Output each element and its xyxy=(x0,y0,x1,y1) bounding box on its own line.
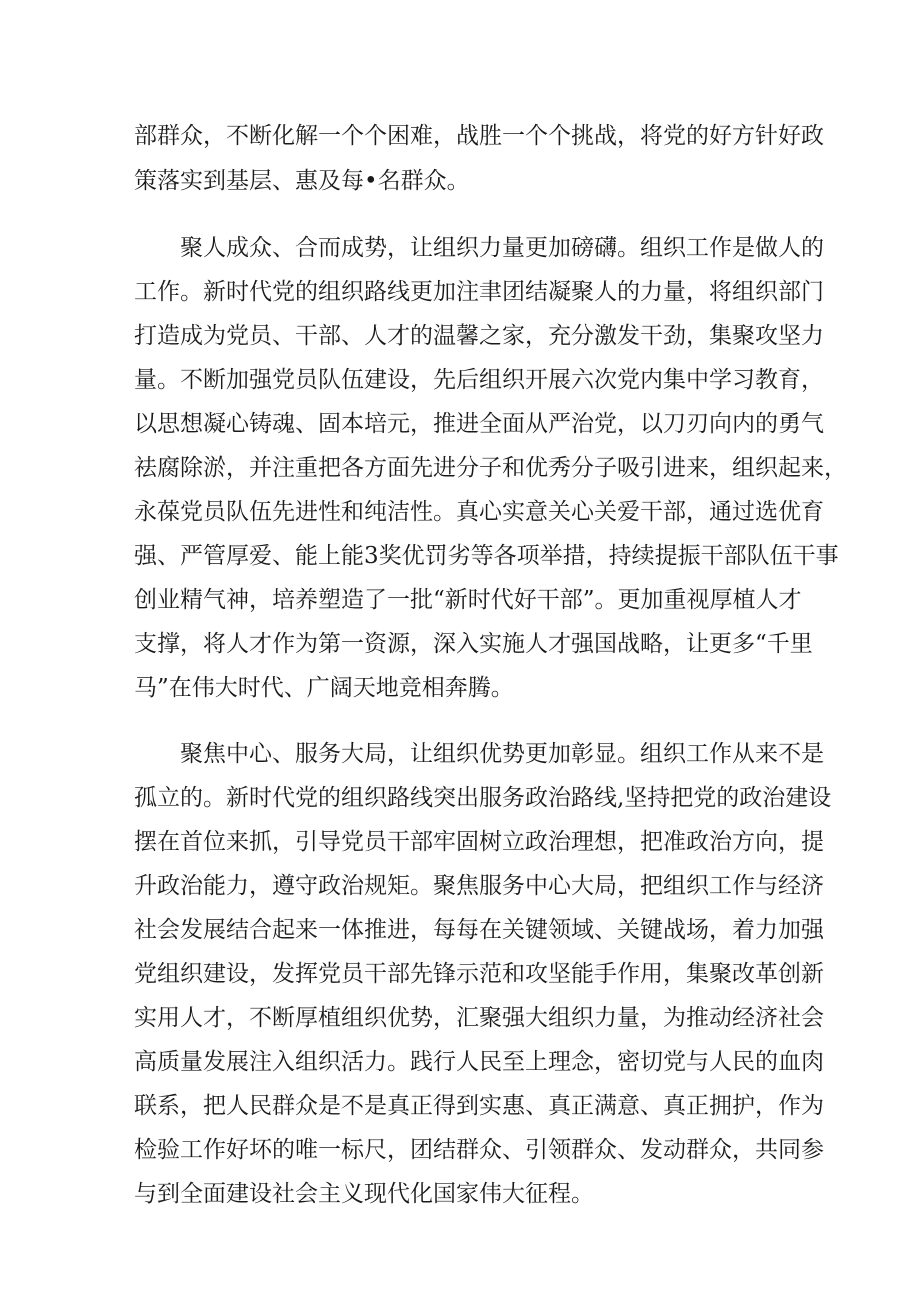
text-line: 实用人才，不断厚植组织优势，汇聚强大组织力量，为推动经济社会 xyxy=(134,1005,824,1031)
text-line: 支撑，将人才作为第一资源，深入实施人才强国战略，让更多“千里 xyxy=(134,631,813,657)
text-line: 部群众，不断化解一个个困难，战胜一个个挑战，将党的好方针好政 xyxy=(134,123,824,149)
text-line: 工作。新时代党的组织路线更加注聿团结凝聚人的力量，将组织部门 xyxy=(134,279,824,305)
text-line: 社会发展结合起来一体推进，每每在关键领域、关键战场，着力加强 xyxy=(134,917,824,943)
text-line: 祛腐除淤，并注重把各方面先进分子和优秀分子吸引进来，组织起来， xyxy=(134,455,847,481)
text-line: 创业精气神，培养塑造了一批“新时代好干部”。更加重视厚植人才 xyxy=(134,587,802,613)
text-line: 升政治能力，遵守政治规矩。聚焦服务中心大局，把组织工作与经济 xyxy=(134,873,824,899)
paragraph-first-line: 聚焦中心、服务大局，让组织优势更加彰显。组织工作从来不是 xyxy=(180,741,824,767)
text-line: 策落实到基层、惠及每•名群众。 xyxy=(134,168,470,194)
text-line: 打造成为党员、干部、人才的温馨之家，充分激发干劲，集聚攻坚力 xyxy=(134,323,824,349)
text-line: 马”在伟大时代、广阔天地竞相奔腾。 xyxy=(134,675,514,701)
text-line: 量。不断加强党员队伍建设，先后组织开展六次党内集中学习教育， xyxy=(134,367,824,393)
text-line: 与到全面建设社会主义现代化国家伟大征程。 xyxy=(134,1181,594,1207)
text-line: 联系，把人民群众是不是真正得到实惠、真正满意、真正拥护，作为 xyxy=(134,1093,824,1119)
text-line: 以思想凝心铸魂、固本培元，推进全面从严治党，以刀刃向内的勇气 xyxy=(134,411,824,437)
text-line: 党组织建设，发挥党员干部先锋示范和攻坚能手作用，集聚改革创新 xyxy=(134,961,824,987)
text-line: 检验工作好坏的唯一标尺，团结群众、引领群众、发动群众，共同参 xyxy=(134,1137,824,1163)
text-line: 永葆党员队伍先进性和纯洁性。真心实意关心关爱干部，通过选优育 xyxy=(134,499,824,525)
text-line: 摆在首位来抓，引导党员干部牢固树立政治理想，把准政治方向，提 xyxy=(134,829,824,855)
text-line: 孤立的。新时代党的组织路线突出服务政治路线,坚持把党的政治建设 xyxy=(134,785,832,811)
text-line: 高质量发展注入组织活力。践行人民至上理念，密切党与人民的血肉 xyxy=(134,1049,824,1075)
paragraph-first-line: 聚人成众、合而成势，让组织力量更加磅礴。组织工作是做人的 xyxy=(180,235,824,261)
text-line: 强、严管厚爱、能上能3奖优罚劣等各项举措，持续提振干部队伍干事 xyxy=(134,543,839,569)
